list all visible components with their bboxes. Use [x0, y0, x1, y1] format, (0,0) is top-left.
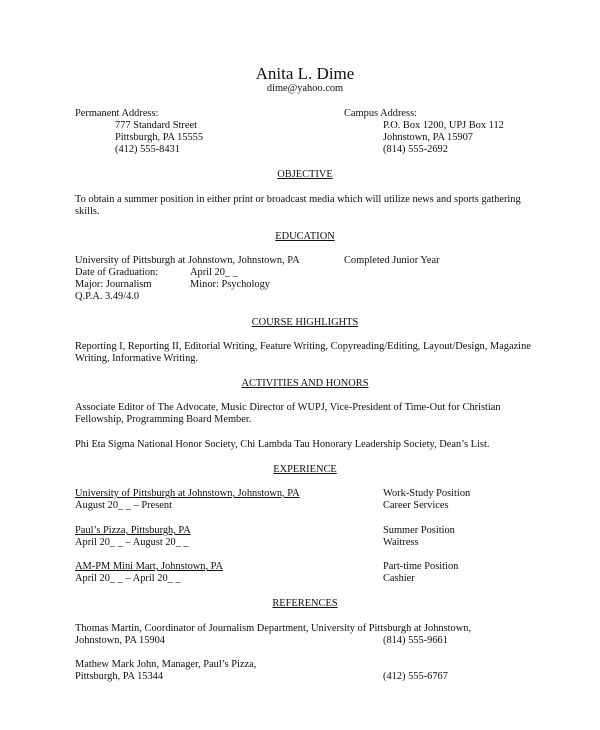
campus-address-label: Campus Address: [344, 108, 418, 119]
job-employer: AM-PM Mini Mart, Johnstown, PA [75, 561, 223, 572]
campus-address-phone: (814) 555-2692 [383, 144, 448, 155]
campus-address-line: P.O. Box 1200, UPJ Box 112 [383, 120, 504, 131]
education-minor: Minor: Psychology [190, 279, 270, 290]
job-dates: April 20_ _ – August 20_ _ [75, 537, 189, 548]
objective-heading: OBJECTIVE [277, 169, 333, 180]
job-employer: University of Pittsburgh at Johnstown, Johnstown, PA [75, 488, 300, 499]
resume-email: dime@yahoo.com [266, 83, 344, 94]
graduation-label: Date of Graduation: [75, 267, 159, 278]
reference-phone: (412) 555-6767 [383, 671, 448, 682]
job-title: Summer Position [383, 525, 455, 536]
permanent-address-label: Permanent Address: [75, 108, 159, 119]
objective-text: To obtain a summer position in either print or broadcast media which will utilize news and sports gathering skills. [75, 194, 521, 218]
job-title: Part-time Position [383, 561, 459, 572]
resume-name: Anita L. Dime [255, 64, 355, 83]
permanent-address-phone: (412) 555-8431 [115, 144, 180, 155]
courses-heading: COURSE HIGHLIGHTS [251, 317, 359, 328]
job-role: Waitress [383, 537, 419, 548]
references-heading: REFERENCES [272, 598, 338, 609]
reference-line: Mathew Mark John, Manager, Paul’s Pizza, [75, 659, 257, 670]
job-role: Career Services [383, 500, 449, 511]
honors-text: Phi Eta Sigma National Honor Society, Chi Lambda Tau Honorary Leadership Society, Dean’s List. [75, 439, 490, 450]
education-school: University of Pittsburgh at Johnstown, Johnstown, PA [75, 255, 300, 266]
job-dates: April 20_ _ – April 20_ _ [75, 573, 181, 584]
reference-address: Pittsburgh, PA 15344 [75, 671, 164, 682]
education-major: Major: Journalism [75, 279, 152, 290]
permanent-address-line: 777 Standard Street [115, 120, 197, 131]
graduation-date: April 20_ _ [190, 267, 238, 278]
reference-address: Johnstown, PA 15904 [75, 635, 165, 646]
job-title: Work-Study Position [383, 488, 471, 499]
reference-line: Thomas Martin, Coordinator of Journalism Department, University of Pittsburgh at Johnstown, [75, 623, 472, 634]
campus-address-line: Johnstown, PA 15907 [383, 132, 473, 143]
job-role: Cashier [383, 573, 415, 584]
education-qpa: Q.P.A. 3.49/4.0 [75, 291, 140, 302]
job-dates: August 20_ _ – Present [75, 500, 172, 511]
education-status: Completed Junior Year [344, 255, 440, 266]
permanent-address-line: Pittsburgh, PA 15555 [115, 132, 204, 143]
activities-text: Associate Editor of The Advocate, Music Director of WUPJ, Vice-President of Time-Out for Christian Fellowship, Programming Board Member. [75, 402, 501, 426]
activities-heading: ACTIVITIES AND HONORS [241, 378, 369, 389]
experience-heading: EXPERIENCE [273, 464, 337, 475]
job-employer: Paul’s Pizza, Pittsburgh, PA [75, 525, 191, 536]
reference-phone: (814) 555-9661 [383, 635, 448, 646]
courses-text: Reporting I, Reporting II, Editorial Writing, Feature Writing, Copyreading/Editing, Layout/Design, Magazine Writing, Informative Writing. [75, 341, 531, 365]
education-heading: EDUCATION [275, 231, 335, 242]
